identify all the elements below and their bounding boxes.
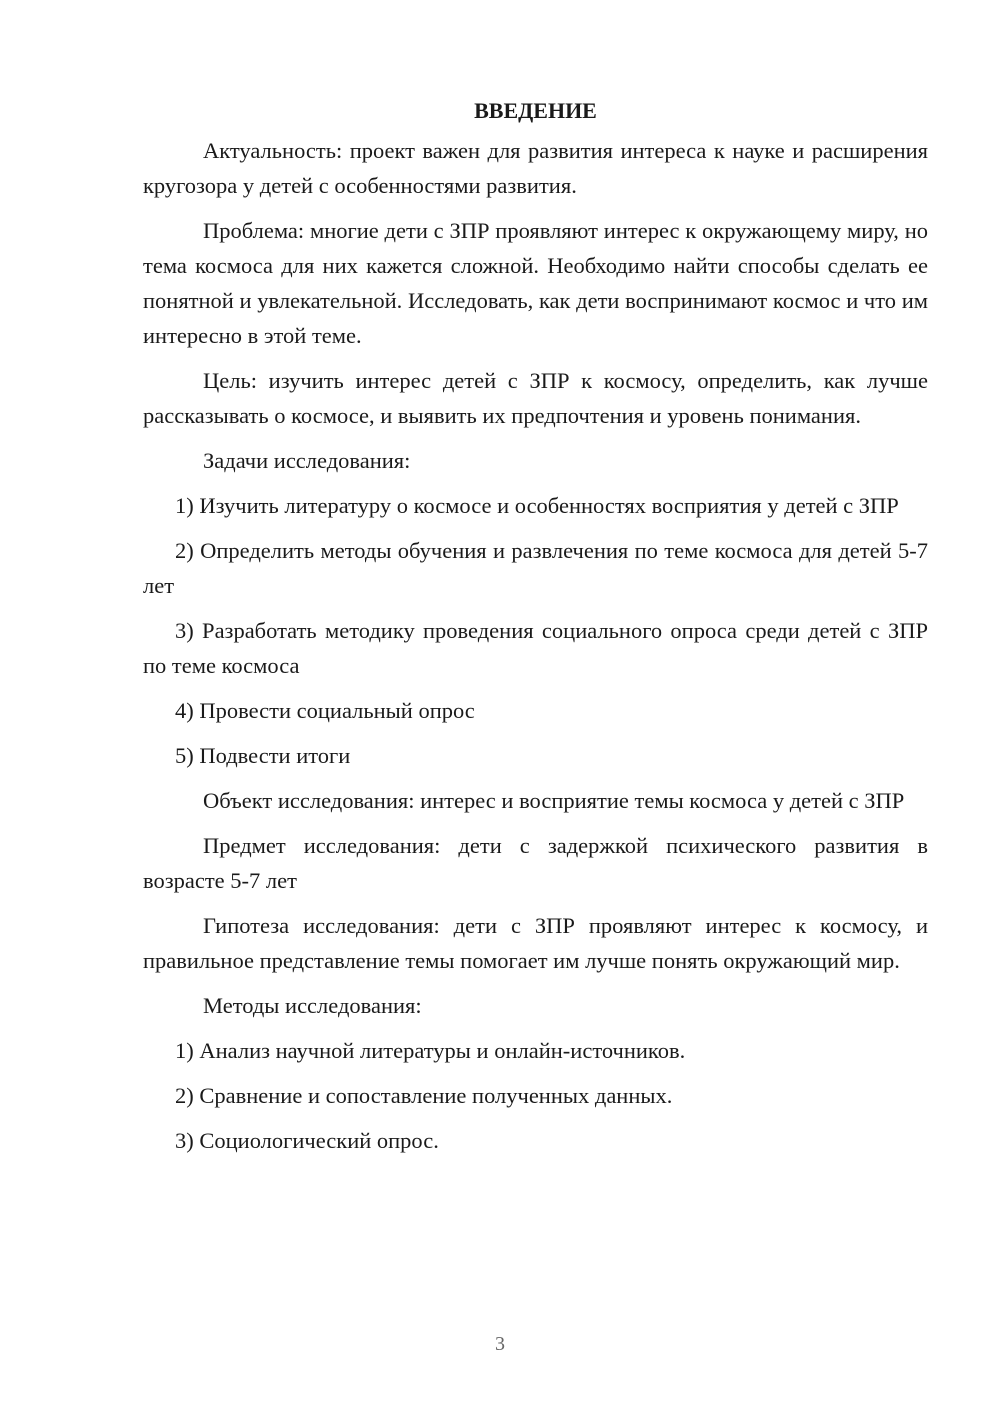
task-item: 2) Определить методы обучения и развлечения по теме космоса для детей 5-7 лет <box>143 538 928 598</box>
page-number: 3 <box>495 1333 505 1355</box>
section-title: ВВЕДЕНИЕ <box>474 98 597 123</box>
hypothesis-paragraph: Гипотеза исследования: дети с ЗПР проявляют интерес к космосу, и правильное представление темы помогает им лучше понять окружающий мир. <box>143 913 928 973</box>
object-paragraph: Объект исследования: интерес и восприятие темы космоса у детей с ЗПР <box>203 788 905 813</box>
task-item: 3) Разработать методику проведения социального опроса среди детей с ЗПР по теме космоса <box>143 618 928 678</box>
document-page <box>143 93 928 1168</box>
relevance-paragraph: Актуальность: проект важен для развития интереса к науке и расширения кругозора у детей с особенностями развития. <box>143 138 928 198</box>
problem-paragraph: Проблема: многие дети с ЗПР проявляют интерес к окружающему миру, но тема космоса для них кажется сложной. Необходимо найти способы сделать ее понятной и увлекательной. Исследовать, как дети воспринимают космос и что им интересно в этой теме. <box>143 218 928 348</box>
subject-paragraph: Предмет исследования: дети с задержкой психического развития в возрасте 5-7 лет <box>143 833 928 893</box>
method-item: 2) Сравнение и сопоставление полученных данных. <box>175 1083 673 1108</box>
task-item: 4) Провести социальный опрос <box>175 698 475 723</box>
tasks-heading: Задачи исследования: <box>203 448 411 473</box>
task-item: 1) Изучить литературу о космосе и особенностях восприятия у детей с ЗПР <box>175 493 899 518</box>
methods-heading: Методы исследования: <box>203 993 422 1018</box>
method-item: 3) Социологический опрос. <box>175 1128 439 1153</box>
goal-paragraph: Цель: изучить интерес детей с ЗПР к космосу, определить, как лучше рассказывать о космосе, и выявить их предпочтения и уровень понимания. <box>143 368 928 428</box>
task-item: 5) Подвести итоги <box>175 743 351 768</box>
method-item: 1) Анализ научной литературы и онлайн-источников. <box>175 1038 686 1063</box>
